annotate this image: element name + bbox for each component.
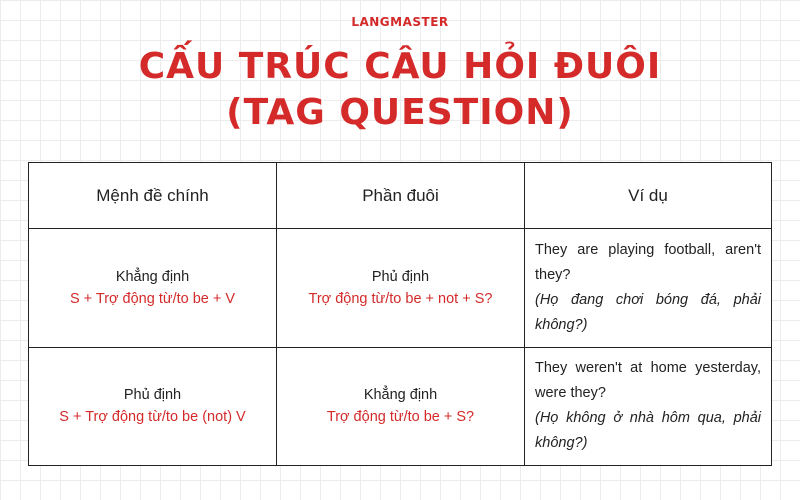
title-line-2: (TAG QUESTION) [226,92,574,133]
example-vietnamese: (Họ đang chơi bóng đá, phải không?) [535,291,761,333]
table-header-row [29,163,772,229]
header-tag: Phần đuôi [277,163,525,229]
table-row [29,229,772,348]
tag-formula: Trợ động từ/to be + not + S? [308,290,493,307]
tag-cell [277,229,525,348]
header-example: Ví dụ [525,163,772,229]
main-clause-formula: S + Trợ động từ/to be (not) V [59,409,246,426]
tag-kind: Khẳng định [363,387,438,404]
main-clause-formula: S + Trợ động từ/to be + V [69,290,236,307]
page-title [0,44,800,136]
tag-kind: Phủ định [371,268,430,285]
tag-cell [277,347,525,466]
title-line-1: CẤU TRÚC CÂU HỎI ĐUÔI [138,46,662,87]
table-row [29,347,772,466]
header-main-clause: Mệnh đề chính [29,163,277,229]
example-english: They are playing football, aren't they? [535,241,761,283]
brand-logo: LANGMASTER [351,15,449,29]
tag-formula: Trợ động từ/to be + S? [326,409,475,426]
tag-question-table [28,162,772,466]
example-cell [525,347,772,466]
example-english: They weren't at home yesterday, were they? [535,360,761,402]
example-vietnamese: (Họ không ở nhà hôm qua, phải không?) [535,410,761,452]
example-cell [525,229,772,348]
main-clause-kind: Khẳng định [115,268,190,285]
main-clause-cell [29,347,277,466]
main-clause-cell [29,229,277,348]
main-clause-kind: Phủ định [123,387,182,404]
